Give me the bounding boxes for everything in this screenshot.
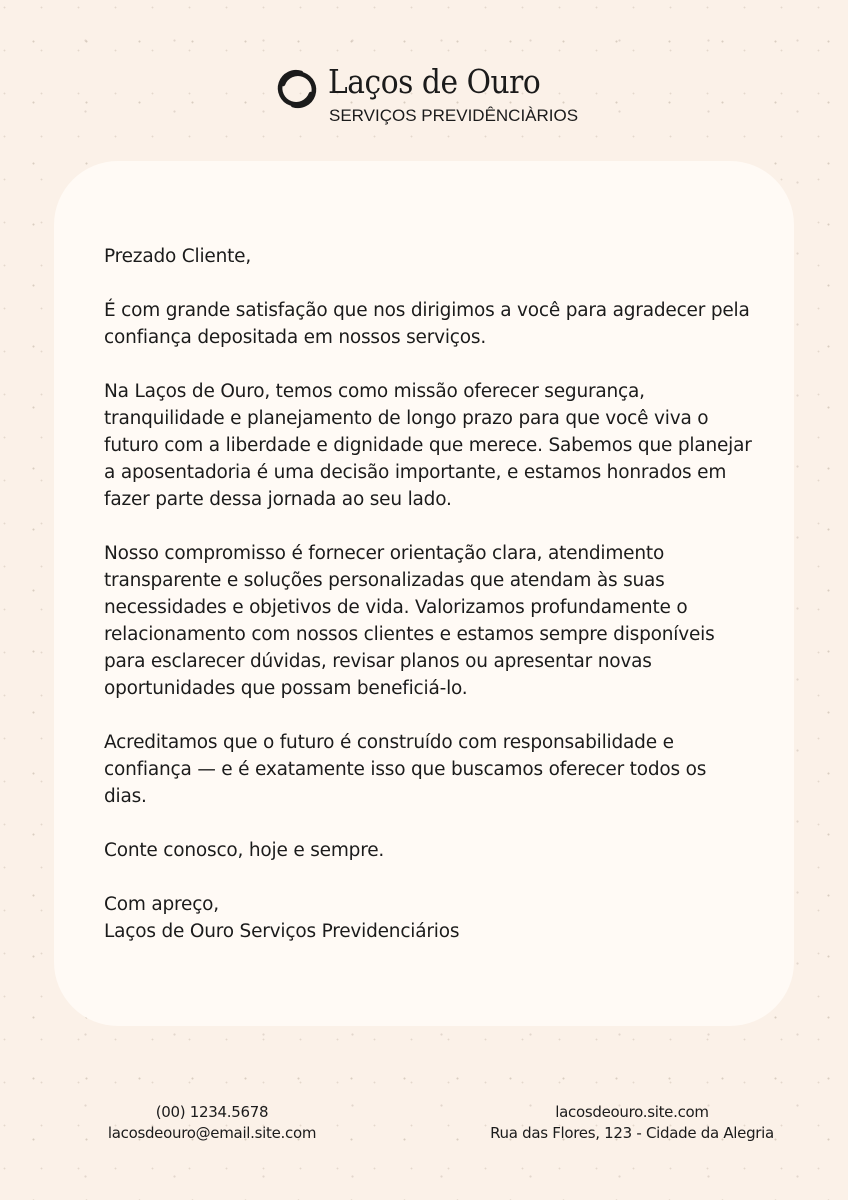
footer-contact [104, 1102, 320, 1144]
letter-closing: Com apreço, [104, 894, 219, 915]
footer-address: Rua das Flores, 123 - Cidade da Alegria [490, 1124, 774, 1142]
footer-phone: (00) 1234.5678 [155, 1103, 269, 1121]
letter-paragraph: Nosso compromisso é fornecer orientação clara, atendimento transparente e soluções personalizadas que atendam às suas necessidades e objetivos de vida. Valorizamos profundamente o relacionamento com nossos clientes e estamos sempre disponíveis para esclarecer dúvidas, revisar planos ou apresentar novas oportunidades que possam beneficiá-lo. [104, 543, 715, 699]
letterhead [0, 62, 848, 132]
letter-greeting: Prezado Cliente, [104, 246, 252, 267]
letter-signoff [104, 891, 754, 945]
brand-name: Laços de Ouro [328, 62, 541, 101]
footer-email: lacosdeouro@email.site.com [107, 1124, 317, 1142]
footer-website: lacosdeouro.site.com [555, 1103, 709, 1121]
letter-card [54, 161, 794, 1026]
letter-paragraph: Na Laços de Ouro, temos como missão oferecer segurança, tranquilidade e planejamento de longo prazo para que você viva o futuro com a liberdade e dignidade que merece. Sabemos que planejar a aposentadoria é uma decisão importante, e estamos honrados em fazer parte dessa jornada ao seu lado. [104, 381, 752, 510]
footer-location [484, 1102, 780, 1144]
letter-signature: Laços de Ouro Serviços Previdenciários [104, 921, 460, 942]
letter-body [104, 243, 754, 945]
letter-paragraph: Acreditamos que o futuro é construído com responsabilidade e confiança — e é exatamente isso que buscamos oferecer todos os dias. [104, 732, 707, 807]
letter-paragraph: Conte conosco, hoje e sempre. [104, 840, 385, 861]
letter-paragraph: É com grande satisfação que nos dirigimos a você para agradecer pela confiança depositada em nossos serviços. [104, 300, 750, 348]
interlocking-rings-icon [274, 66, 320, 112]
brand-subtitle: SERVIÇOS PREVIDÊNCIÀRIOS [329, 106, 579, 125]
